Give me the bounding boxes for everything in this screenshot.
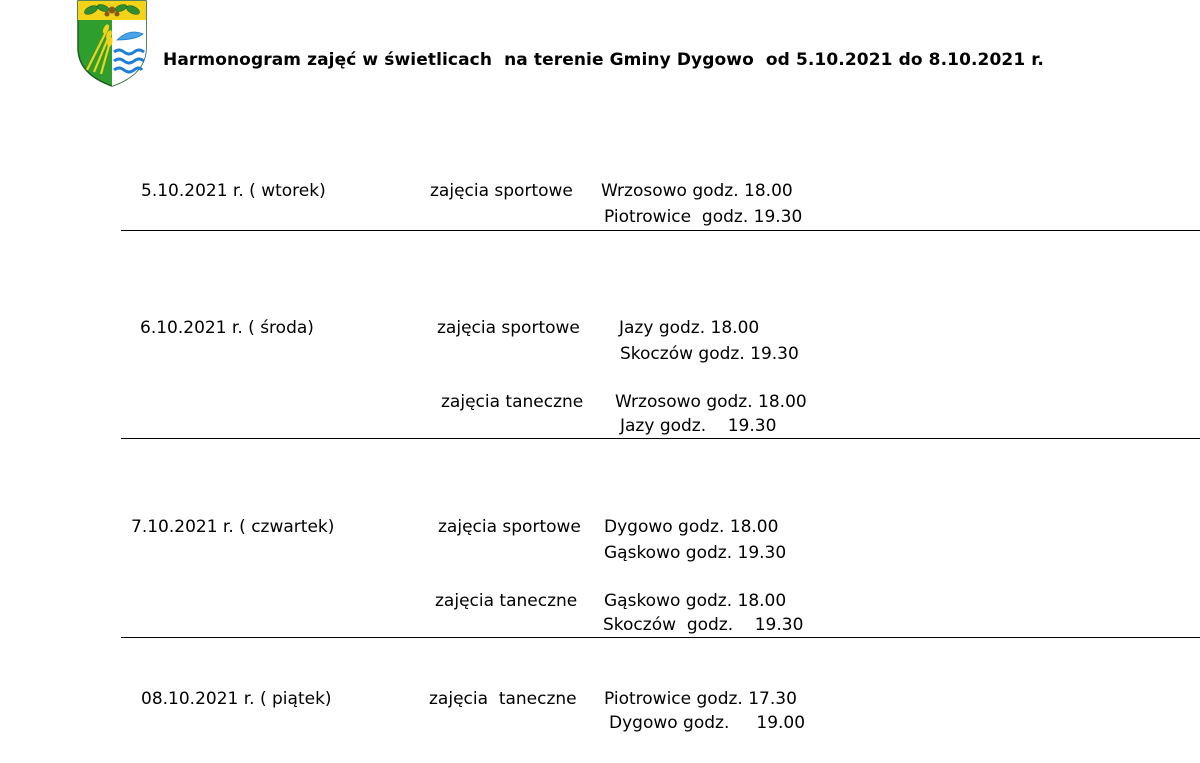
session-entry: Wrzosowo godz. 18.00 <box>615 392 807 412</box>
session-entry: Gąskowo godz. 18.00 <box>604 591 787 611</box>
session-entry: Dygowo godz. 19.00 <box>609 713 806 733</box>
section-divider <box>121 637 1200 638</box>
session-entry: Skoczów godz. 19.30 <box>603 615 804 635</box>
coat-of-arms-logo <box>77 0 147 87</box>
session-entry: Jazy godz. 18.00 <box>619 318 760 338</box>
activity-name: zajęcia sportowe <box>438 517 581 537</box>
section-divider <box>121 438 1200 439</box>
session-entry: Jazy godz. 19.30 <box>620 416 777 436</box>
activity-name: zajęcia taneczne <box>429 689 577 709</box>
day-date: 7.10.2021 r. ( czwartek) <box>131 517 335 537</box>
activity-name: zajęcia sportowe <box>430 181 573 201</box>
day-date: 08.10.2021 r. ( piątek) <box>141 689 332 709</box>
session-entry: Gąskowo godz. 19.30 <box>604 543 787 563</box>
session-entry: Piotrowice godz. 17.30 <box>604 689 797 709</box>
document-title: Harmonogram zajęć w świetlicach na terenie Gminy Dygowo od 5.10.2021 do 8.10.2021 r. <box>163 50 1044 70</box>
activity-name: zajęcia taneczne <box>441 392 584 412</box>
day-date: 5.10.2021 r. ( wtorek) <box>141 181 326 201</box>
activity-name: zajęcia taneczne <box>435 591 578 611</box>
activity-name: zajęcia sportowe <box>437 318 580 338</box>
section-divider <box>121 230 1200 231</box>
session-entry: Dygowo godz. 18.00 <box>604 517 779 537</box>
session-entry: Skoczów godz. 19.30 <box>620 344 799 364</box>
session-entry: Wrzosowo godz. 18.00 <box>601 181 793 201</box>
session-entry: Piotrowice godz. 19.30 <box>604 207 803 227</box>
day-date: 6.10.2021 r. ( środa) <box>140 318 314 338</box>
